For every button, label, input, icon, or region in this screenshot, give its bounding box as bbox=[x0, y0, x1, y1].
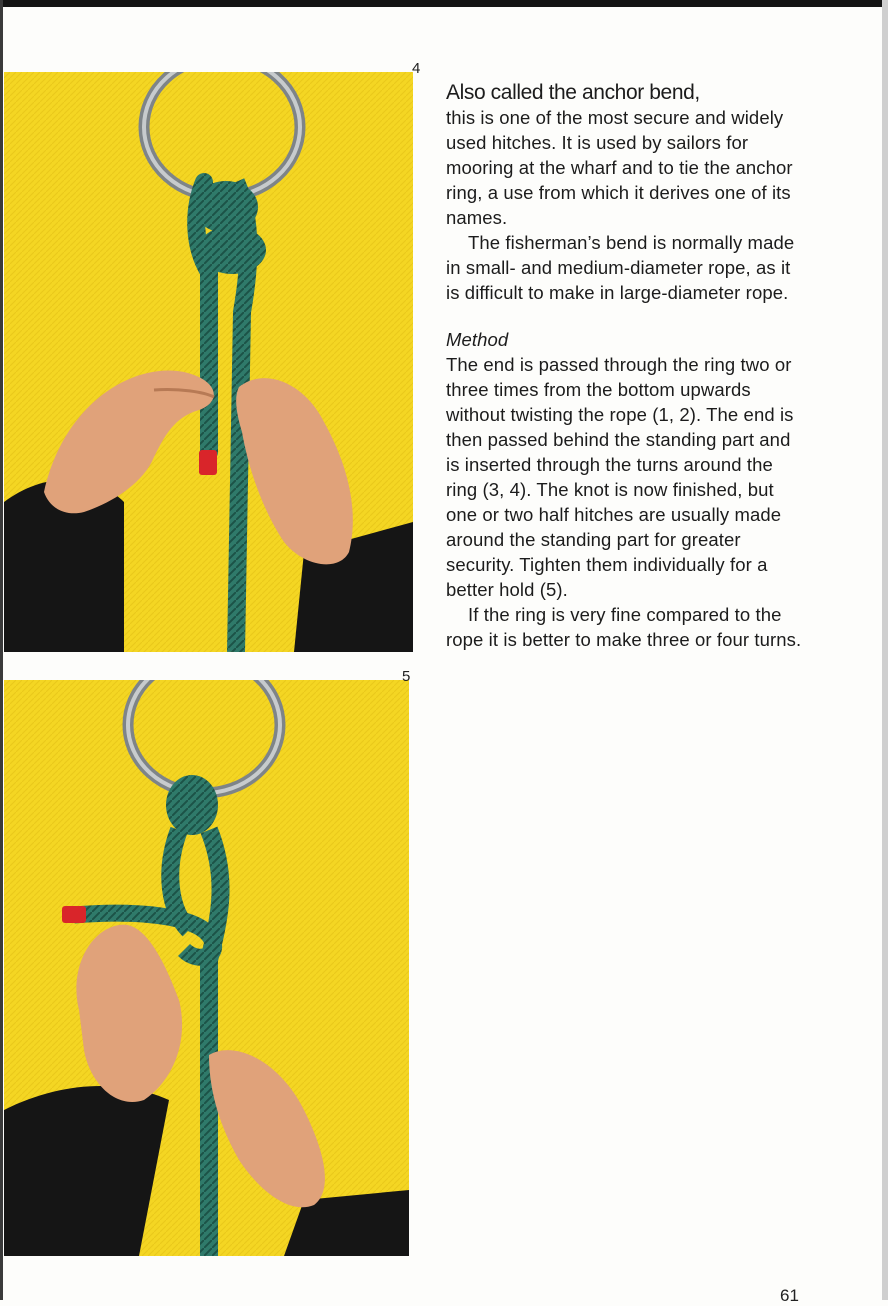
page-number: 61 bbox=[780, 1286, 799, 1305]
photo-step-4 bbox=[4, 72, 413, 652]
article-text bbox=[446, 80, 806, 652]
paragraph: If the ring is very fine compared to the rope it is better to make three or four turns. bbox=[446, 604, 802, 650]
figure-number: 5 bbox=[402, 668, 411, 685]
rope-end-whipping bbox=[199, 450, 217, 475]
page-left-edge bbox=[0, 0, 3, 1300]
paragraph bbox=[446, 80, 806, 230]
knot-photo-illustration bbox=[4, 680, 409, 1256]
rope-end-whipping bbox=[62, 906, 86, 923]
paragraph: The end is passed through the ring two or three times from the bottom upwards without twisting the rope (1, 2). The end is then passed behind the standing part and is inserted through the turns around the ring (3, 4). The knot is now finished, but one or two half hitches are usually made around the standing part for greater security. Tighten them individually for a better hold (5). bbox=[446, 354, 794, 600]
page-right-edge bbox=[882, 0, 888, 1300]
page-top-edge bbox=[0, 0, 888, 7]
photo-step-5 bbox=[4, 680, 409, 1256]
paragraph-text: this is one of the most secure and widely used hitches. It is used by sailors for mooring at the wharf and to tie the anchor ring, a use from which it derives one of its names. bbox=[446, 107, 793, 228]
knot-photo-illustration bbox=[4, 72, 413, 652]
paragraph: The fisherman’s bend is normally made in small- and medium-diameter rope, as it is difficult to make in large-diameter rope. bbox=[446, 232, 795, 303]
figure-number: 4 bbox=[412, 60, 421, 77]
lead-line: Also called the anchor bend, bbox=[446, 81, 700, 104]
method-heading: Method bbox=[446, 329, 509, 350]
